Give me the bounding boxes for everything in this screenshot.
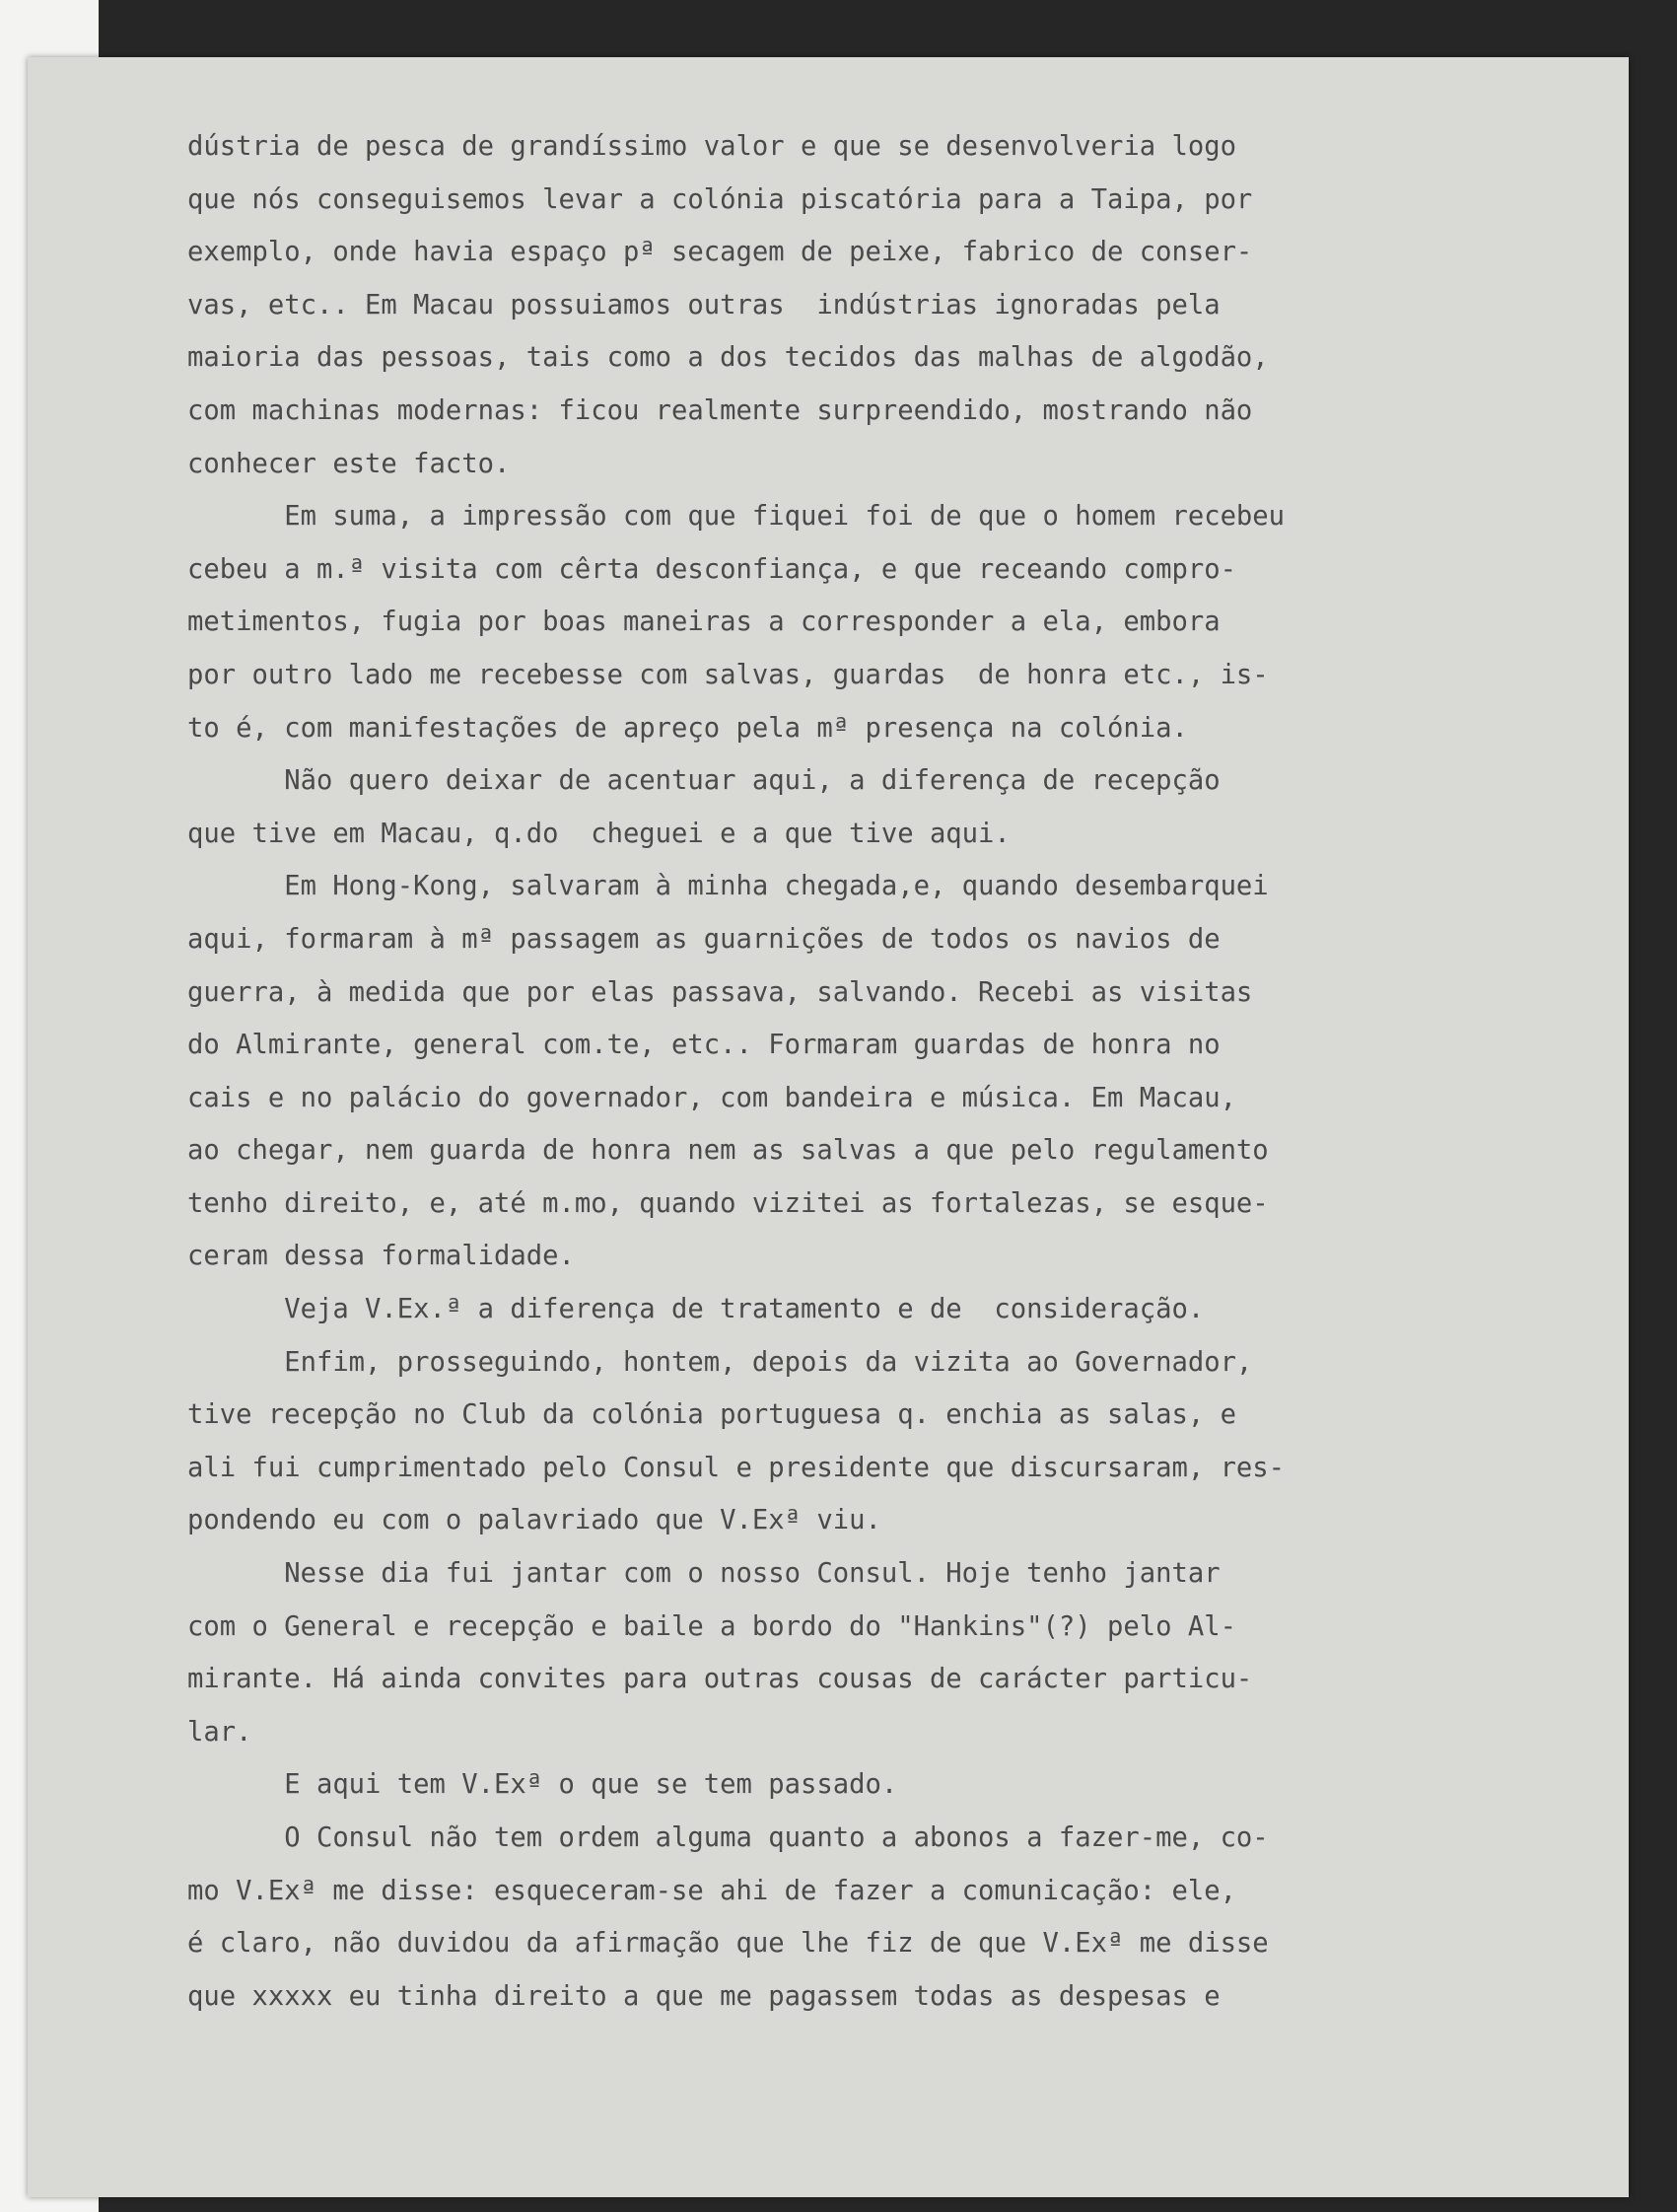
text-line: pondendo eu com o palavriado que V.Exª viu. <box>187 1505 881 1536</box>
text-line: cebeu a m.ª visita com cêrta desconfiança, e que receando compro- <box>187 553 1236 585</box>
text-line: tive recepção no Club da colónia portuguesa q. enchia as salas, e <box>187 1399 1236 1431</box>
text-line: cais e no palácio do governador, com bandeira e música. Em Macau, <box>187 1082 1236 1113</box>
text-line: ao chegar, nem guarda de honra nem as salvas a que pelo regulamento <box>187 1135 1269 1167</box>
text-line: mirante. Há ainda convites para outras cousas de carácter particu- <box>187 1664 1253 1695</box>
text-line: dústria de pesca de grandíssimo valor e que se desenvolveria logo <box>187 131 1236 162</box>
text-line: que nós conseguisemos levar a colónia piscatória para a Taipa, por <box>187 183 1253 215</box>
text-line: E aqui tem V.Exª o que se tem passado. <box>187 1769 898 1801</box>
text-line: guerra, à medida que por elas passava, salvando. Recebi as visitas <box>187 976 1253 1008</box>
text-line: ali fui cumprimentado pelo Consul e presidente que discursaram, res- <box>187 1452 1286 1483</box>
text-line: metimentos, fugia por boas maneiras a corresponder a ela, embora <box>187 607 1221 638</box>
text-line: mo V.Exª me disse: esqueceram-se ahi de fazer a comunicação: ele, <box>187 1875 1236 1906</box>
text-line: ceram dessa formalidade. <box>187 1241 575 1272</box>
text-line: Em suma, a impressão com que fiquei foi de que o homem recebeu <box>187 501 1286 533</box>
text-line: que xxxxx eu tinha direito a que me pagassem todas as despesas e <box>187 1980 1221 2012</box>
text-line: Enfim, prosseguindo, hontem, depois da vizita ao Governador, <box>187 1346 1253 1378</box>
text-line: é claro, não duvidou da afirmação que lhe fiz de que V.Exª me disse <box>187 1928 1269 1960</box>
text-line: do Almirante, general com.te, etc.. Formaram guardas de honra no <box>187 1030 1221 1061</box>
text-line: que tive em Macau, q.do cheguei e a que tive aqui. <box>187 818 1011 849</box>
text-line: exemplo, onde havia espaço pª secagem de peixe, fabrico de conser- <box>187 237 1253 268</box>
text-line: O Consul não tem ordem alguma quanto a abonos a fazer-me, co- <box>187 1822 1269 1853</box>
text-line: aqui, formaram à mª passagem as guarnições de todos os navios de <box>187 923 1221 955</box>
text-line: Veja V.Ex.ª a diferença de tratamento e de consideração. <box>187 1294 1205 1325</box>
text-line: com machinas modernas: ficou realmente surpreendido, mostrando não <box>187 394 1253 426</box>
text-line: por outro lado me recebesse com salvas, guardas de honra etc., is- <box>187 659 1269 690</box>
document-body <box>187 120 1548 2023</box>
text-line: com o General e recepção e baile a bordo do "Hankins"(?) pelo Al- <box>187 1610 1236 1642</box>
text-line: maioria das pessoas, tais como a dos tecidos das malhas de algodão, <box>187 342 1269 374</box>
text-line: Nesse dia fui jantar com o nosso Consul. Hoje tenho jantar <box>187 1558 1221 1590</box>
text-line: Em Hong-Kong, salvaram à minha chegada,e, quando desembarquei <box>187 871 1269 902</box>
text-line: vas, etc.. Em Macau possuiamos outras indústrias ignoradas pela <box>187 289 1221 321</box>
text-line: tenho direito, e, até m.mo, quando vizitei as fortalezas, se esque- <box>187 1187 1269 1219</box>
text-line: conhecer este facto. <box>187 448 511 479</box>
text-line: lar. <box>187 1716 252 1748</box>
text-line: Não quero deixar de acentuar aqui, a diferença de recepção <box>187 765 1221 797</box>
text-line: to é, com manifestações de apreço pela mª presença na colónia. <box>187 712 1188 744</box>
